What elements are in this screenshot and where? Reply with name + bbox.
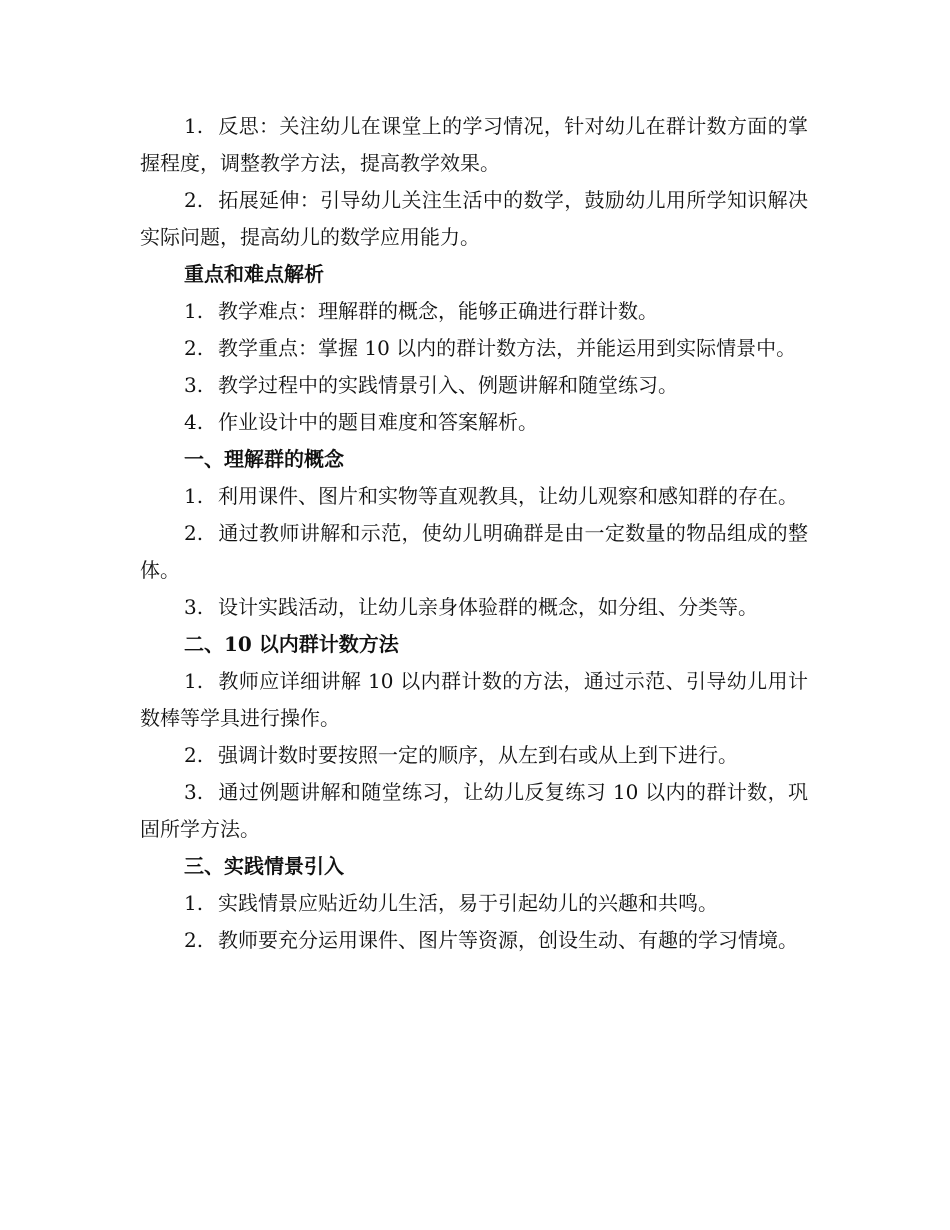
item-number: 2.	[184, 336, 204, 360]
paragraph-teaching-aids	[140, 478, 808, 515]
paragraph-extension	[140, 182, 808, 256]
paragraph-scenario-life	[140, 885, 808, 922]
item-number: 1.	[184, 299, 204, 323]
paragraph-text: 利用课件、图片和实物等直观教具，让幼儿观察和感知群的存在。	[218, 484, 798, 508]
item-number: 2.	[184, 521, 204, 545]
paragraph-text: 通过教师讲解和示范，使幼儿明确群是由一定数量的物品组成的整体。	[140, 521, 808, 582]
paragraph-order	[140, 737, 808, 774]
paragraph-text: 教师应详细讲解 10 以内群计数的方法，通过示范、引导幼儿用计数棒等学具进行操作。	[140, 669, 808, 730]
item-number: 1.	[184, 669, 204, 693]
paragraph-demonstration	[140, 515, 808, 589]
section-heading-key-points: 重点和难点解析	[184, 262, 324, 286]
section-heading-scenario: 三、实践情景引入	[184, 854, 344, 878]
item-number: 1.	[184, 891, 204, 915]
paragraph-text: 反思：关注幼儿在课堂上的学习情况，针对幼儿在群计数方面的掌握程度，调整教学方法，提高教学效果。	[140, 114, 808, 175]
document-page	[140, 108, 808, 959]
paragraph-text: 强调计数时要按照一定的顺序，从左到右或从上到下进行。	[218, 743, 738, 767]
item-number: 1.	[184, 114, 204, 138]
paragraph-text: 设计实践活动，让幼儿亲身体验群的概念，如分组、分类等。	[218, 595, 758, 619]
paragraph-reflection	[140, 108, 808, 182]
item-number: 4.	[184, 410, 204, 434]
paragraph-text: 拓展延伸：引导幼儿关注生活中的数学，鼓励幼儿用所学知识解决实际问题，提高幼儿的数学应用能力。	[140, 188, 808, 249]
section-heading-counting-method: 二、10 以内群计数方法	[184, 632, 399, 656]
paragraph-text: 教学难点：理解群的概念，能够正确进行群计数。	[218, 299, 658, 323]
paragraph-process	[140, 367, 808, 404]
paragraph-homework	[140, 404, 808, 441]
section-heading-group-concept: 一、理解群的概念	[184, 447, 344, 471]
paragraph-text: 教学重点：掌握 10 以内的群计数方法，并能运用到实际情景中。	[218, 336, 797, 360]
paragraph-exercise	[140, 774, 808, 848]
item-number: 3.	[184, 595, 204, 619]
paragraph-scenario-resources	[140, 922, 808, 959]
paragraph-text: 教学过程中的实践情景引入、例题讲解和随堂练习。	[218, 373, 678, 397]
item-number: 3.	[184, 780, 204, 804]
paragraph-focus	[140, 330, 808, 367]
paragraph-practice-activity	[140, 589, 808, 626]
paragraph-text: 作业设计中的题目难度和答案解析。	[218, 410, 538, 434]
paragraph-difficulty	[140, 293, 808, 330]
paragraph-method-explain	[140, 663, 808, 737]
item-number: 1.	[184, 484, 204, 508]
item-number: 3.	[184, 373, 204, 397]
paragraph-text: 教师要充分运用课件、图片等资源，创设生动、有趣的学习情境。	[218, 928, 798, 952]
item-number: 2.	[184, 188, 204, 212]
item-number: 2.	[184, 743, 204, 767]
item-number: 2.	[184, 928, 204, 952]
paragraph-text: 通过例题讲解和随堂练习，让幼儿反复练习 10 以内的群计数，巩固所学方法。	[140, 780, 808, 841]
paragraph-text: 实践情景应贴近幼儿生活，易于引起幼儿的兴趣和共鸣。	[218, 891, 718, 915]
